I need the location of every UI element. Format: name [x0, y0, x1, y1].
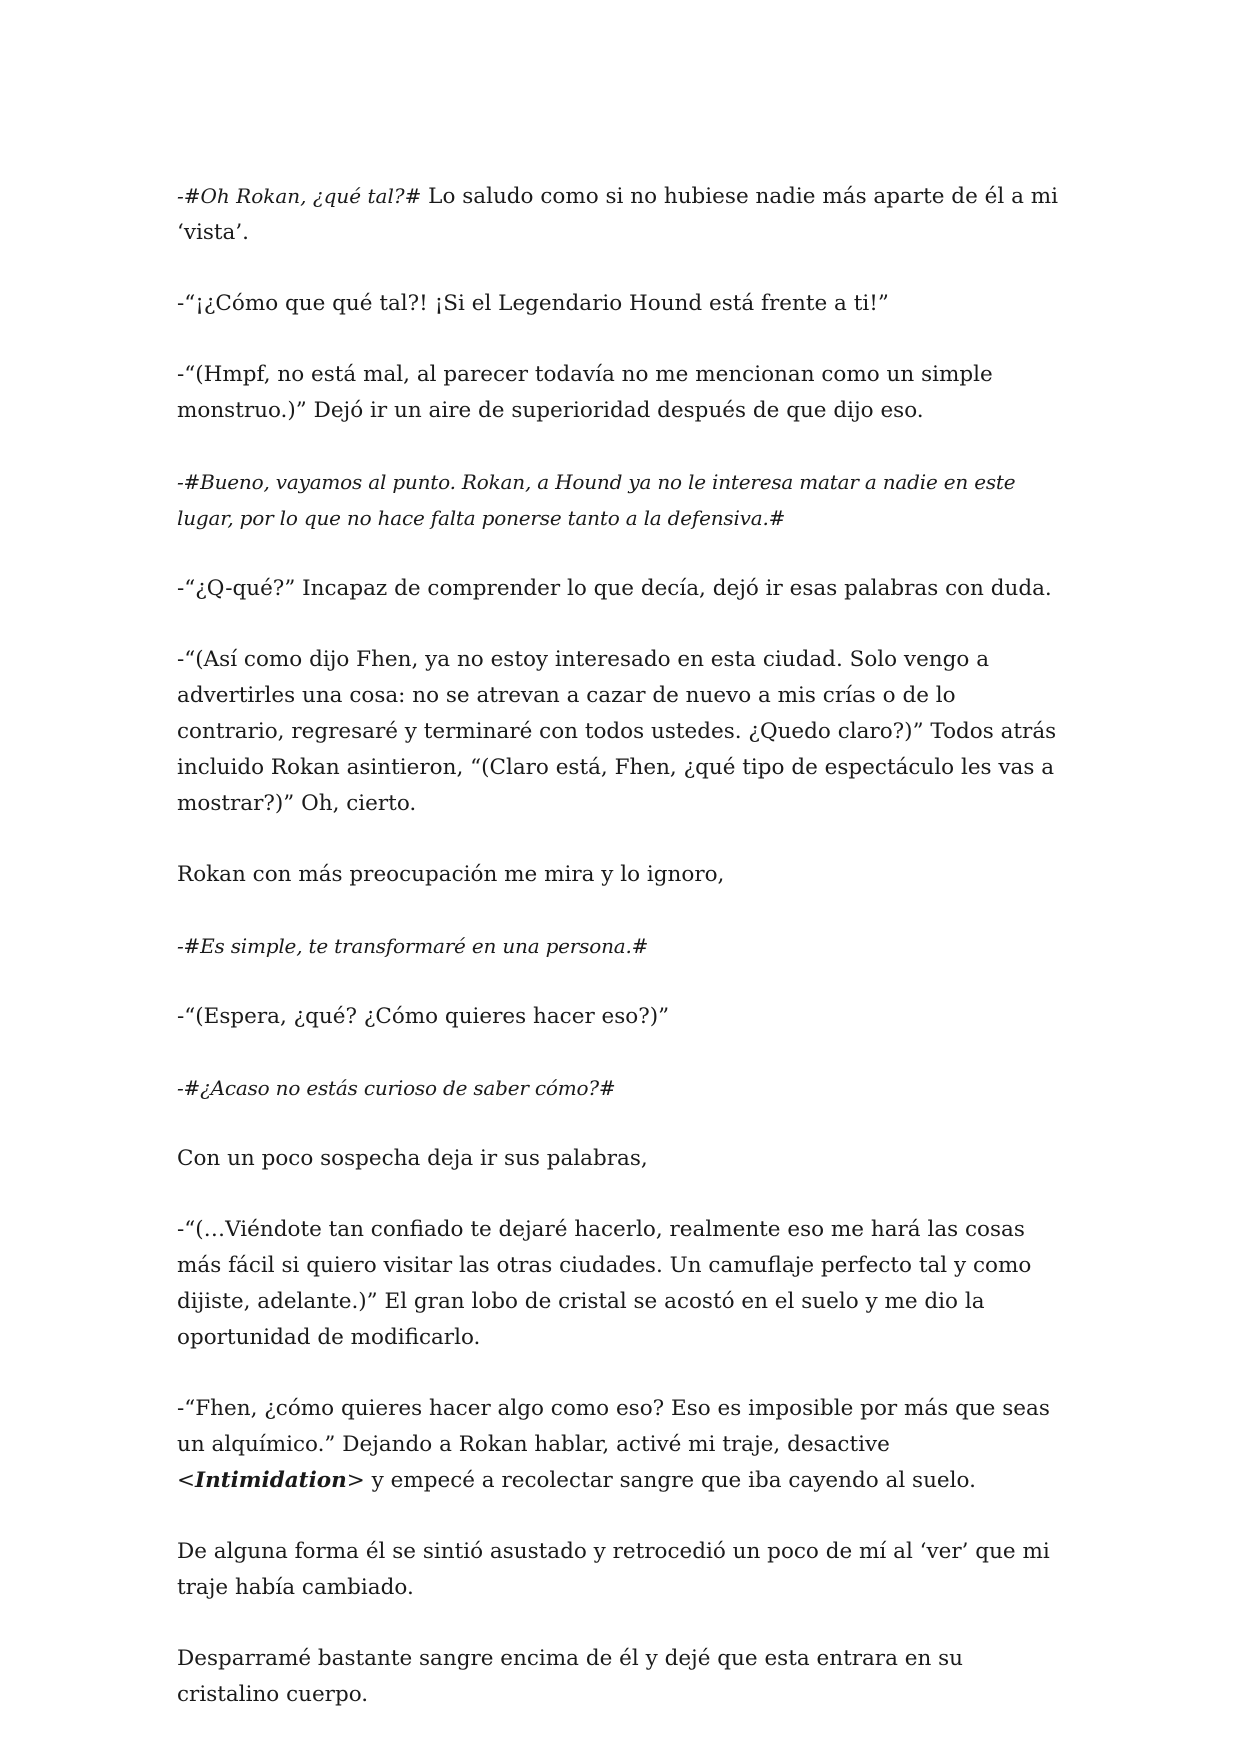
paragraph [177, 571, 1067, 607]
paragraph [177, 928, 1067, 964]
thought-text: -#Es simple, te transformaré en una persona.# [177, 934, 649, 958]
dialogue-text: -“¿Q-qué?” Incapaz de comprender lo que decía, dejó ir esas palabras con duda. [177, 576, 1052, 601]
dialogue-text: -“(Espera, ¿qué? ¿Cómo quieres hacer eso?)” [177, 1004, 670, 1029]
narration-text: Desparramé bastante sangre encima de él y dejé que esta entrara en su cristalino cuerpo. [177, 1646, 970, 1707]
thought-text: -#Oh Rokan, ¿qué tal?# [177, 184, 422, 208]
paragraph [177, 1212, 1067, 1356]
paragraph [177, 857, 1067, 893]
dialogue-text: -“(Hmpf, no está mal, al parecer todavía no me mencionan como un simple monstruo.)” Dejó ir un aire de superioridad después de que dijo eso. [177, 362, 1000, 423]
skill-name: Intimidation [195, 1468, 347, 1493]
paragraph [177, 178, 1067, 251]
dialogue-text: -“¡¿Cómo que qué tal?! ¡Si el Legendario Hound está frente a ti!” [177, 291, 889, 316]
dialogue-text: -“(Así como dijo Fhen, ya no estoy interesado en esta ciudad. Solo vengo a advertirles una cosa: no se atrevan a cazar de nuevo a mis crías o de lo contrario, regresaré y terminaré con todos ustedes. ¿Quedo claro?)” Todos atrás incluido Rokan asintieron, “(Claro está, Fhen, ¿qué tipo de espectáculo les vas a mostrar?)” Oh, cierto. [177, 647, 1064, 816]
narration-text: Rokan con más preocupación me mira y lo ignoro, [177, 862, 725, 887]
paragraph [177, 1070, 1067, 1106]
paragraph [177, 1534, 1067, 1606]
paragraph [177, 999, 1067, 1035]
narration-text: > y empecé a recolectar sangre que iba cayendo al suelo. [346, 1468, 976, 1493]
paragraph [177, 357, 1067, 429]
dialogue-text: -“Fhen, ¿cómo quieres hacer algo como eso? Eso es imposible por más que seas un alquímico.” Dejando a Rokan hablar, activé mi traje, desactive < [177, 1396, 1057, 1493]
paragraph [177, 1391, 1067, 1499]
paragraph [177, 1141, 1067, 1177]
paragraph [177, 286, 1067, 322]
paragraph [177, 1641, 1067, 1713]
narration-text: Lo saludo como si no hubiese nadie más aparte de él a mi ‘vista’. [177, 184, 1065, 245]
document-body [177, 178, 1067, 1748]
paragraph [177, 464, 1067, 536]
thought-text: -#¿Acaso no estás curioso de saber cómo?# [177, 1076, 616, 1100]
thought-text: -#Bueno, vayamos al punto. Rokan, a Hound ya no le interesa matar a nadie en este lugar, por lo que no hace falta ponerse tanto a la defensiva.# [177, 470, 1022, 530]
dialogue-text: -“(…Viéndote tan confiado te dejaré hacerlo, realmente eso me hará las cosas más fácil si quiero visitar las otras ciudades. Un camuflaje perfecto tal y como dijiste, adelante.)” El gran lobo de cristal se acostó en el suelo y me dio la oportunidad de modificarlo. [177, 1217, 1039, 1350]
paragraph [177, 642, 1067, 822]
narration-text: De alguna forma él se sintió asustado y retrocedió un poco de mí al ‘ver’ que mi traje había cambiado. [177, 1539, 1057, 1600]
narration-text: Con un poco sospecha deja ir sus palabras, [177, 1146, 648, 1171]
